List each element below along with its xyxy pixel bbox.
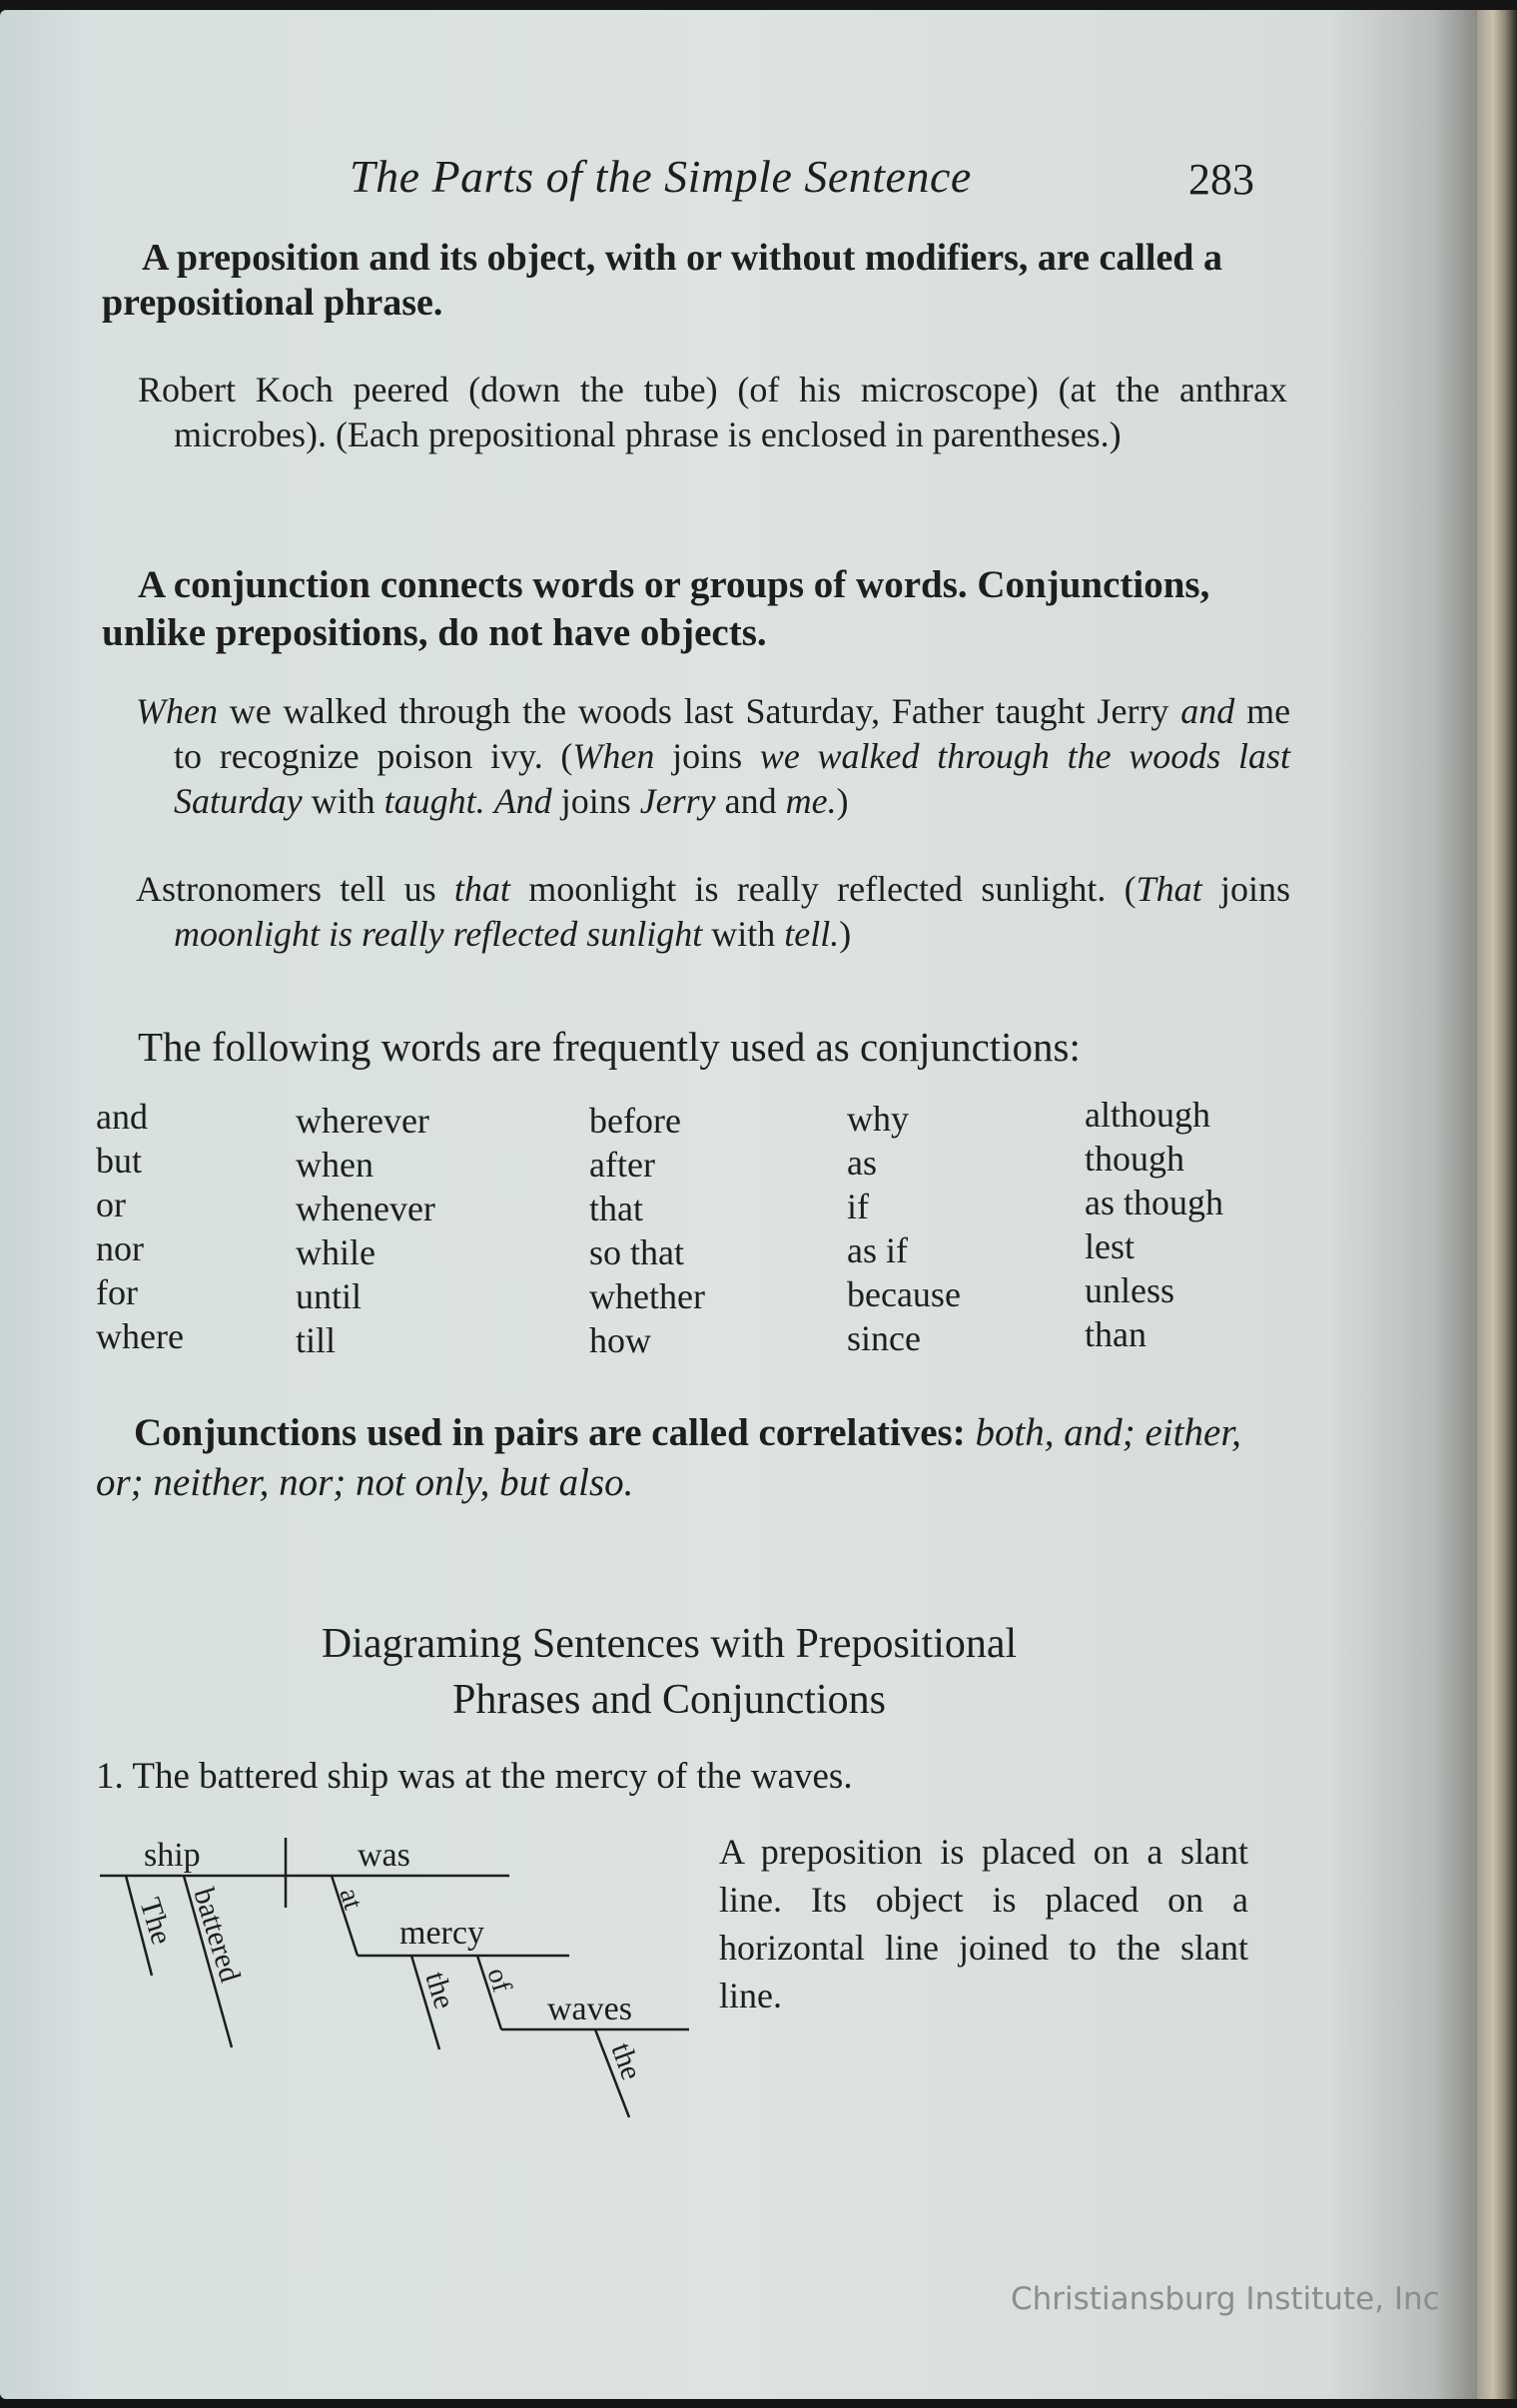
conjunction-word: how xyxy=(589,1320,651,1360)
diagram-modifier-the-3: the xyxy=(604,2038,648,2084)
conjunction-word: before xyxy=(589,1101,681,1141)
ex1-part: with xyxy=(311,781,376,821)
conjunction-word: than xyxy=(1085,1314,1146,1354)
diagram-note: A preposition is placed on a slant line. Its object is placed on a horizontal line joined to the slant line. xyxy=(719,1832,1248,2015)
diagram-prep-of: of xyxy=(480,1964,518,1997)
conjunction-word: as though xyxy=(1085,1183,1223,1222)
sentence-diagram xyxy=(90,1818,709,2137)
exercise-sentence xyxy=(96,1754,853,1799)
conjunction-word: or xyxy=(96,1185,126,1224)
ex2-part: joins xyxy=(1219,869,1290,909)
conjunction-word: if xyxy=(847,1187,869,1226)
conjunction-word: unless xyxy=(1085,1270,1174,1310)
ex1-part: joins xyxy=(672,736,743,776)
correlatives-lead: Conjunctions used in pairs are called correlatives: xyxy=(134,1411,966,1454)
ex2-part: that xyxy=(453,869,510,909)
ex1-part: taught. xyxy=(383,781,485,821)
conjunction-example-1 xyxy=(136,689,1290,824)
ex1-part: joins xyxy=(560,781,631,821)
diagram-object-waves: waves xyxy=(547,1991,632,2027)
ex2-part: with xyxy=(711,914,776,954)
diagram-modifier-the-2: the xyxy=(418,1968,461,2013)
ex1-part: And xyxy=(493,781,552,821)
conjunction-word: while xyxy=(296,1232,376,1272)
conjunction-word: whenever xyxy=(296,1189,435,1228)
conjunction-word: for xyxy=(96,1272,138,1312)
exercise-number: 1. xyxy=(96,1756,124,1797)
conjunction-word: so that xyxy=(589,1232,684,1272)
ex1-part: and xyxy=(724,781,777,821)
ex1-part: me. xyxy=(785,781,837,821)
conjunction-word: because xyxy=(847,1274,961,1314)
conjunction-word: although xyxy=(1085,1095,1210,1135)
section-title-line-1: Diagraming Sentences with Prepositional xyxy=(321,1621,1018,1667)
ex1-part: When xyxy=(136,691,218,731)
conjunction-word: that xyxy=(589,1189,643,1228)
conjunction-word: and xyxy=(96,1097,148,1137)
ex2-part: Astronomers tell us xyxy=(136,869,436,909)
ex1-part: we walked through the woods last Saturday, Father taught Jerry xyxy=(229,691,1169,731)
ex1-part: me to recognize poison ivy. ( xyxy=(174,691,1291,776)
ex1-part: ) xyxy=(836,781,849,821)
correlative-pair: either, or; xyxy=(96,1411,1241,1504)
conjunction-word: why xyxy=(847,1099,909,1139)
correlatives-paragraph xyxy=(96,1408,1254,1508)
diagram-subject: ship xyxy=(144,1837,201,1874)
diagram-verb: was xyxy=(358,1837,410,1874)
conjunction-word: until xyxy=(296,1276,363,1316)
conjunction-example-2 xyxy=(136,867,1290,957)
conjunction-word: as xyxy=(847,1143,877,1183)
ex2-part: That xyxy=(1136,869,1202,909)
conjunction-word: since xyxy=(847,1318,921,1358)
ex1-part: When xyxy=(572,736,655,776)
conjunction-rule-text: A conjunction connects words or groups of words. Conjunctions, unlike prepositions, do not have objects. xyxy=(102,563,1210,654)
diagram-modifier-the: The xyxy=(133,1894,179,1949)
ex1-part: and xyxy=(1180,691,1235,731)
conjunction-word: nor xyxy=(96,1228,144,1268)
conjunction-word: though xyxy=(1085,1139,1185,1179)
conjunction-word: lest xyxy=(1085,1226,1135,1266)
page-edge xyxy=(1477,10,1517,2399)
conjunction-list-intro: The following words are frequently used as conjunctions: xyxy=(138,1024,1081,1070)
ex1-part: Jerry xyxy=(639,781,716,821)
correlative-pair: neither, nor; xyxy=(153,1461,347,1504)
ex2-part: moonlight is really reflected sunlight. ( xyxy=(528,869,1137,909)
conjunction-word: wherever xyxy=(296,1101,429,1141)
conjunction-rule xyxy=(102,561,1250,657)
conjunction-word: when xyxy=(296,1145,374,1185)
ex2-part: tell. xyxy=(784,914,840,954)
ex2-part: ) xyxy=(839,914,852,954)
conjunction-word: whether xyxy=(589,1276,705,1316)
correlative-pair: both, and; xyxy=(975,1411,1136,1454)
ex2-part: moonlight is really reflected sunlight xyxy=(174,914,703,954)
conjunction-word: as if xyxy=(847,1230,908,1270)
section-title-line-2: Phrases and Conjunctions xyxy=(452,1677,886,1723)
diagram-modifier-battered: battered xyxy=(187,1884,248,1987)
exercise-text: The battered ship was at the mercy of the waves. xyxy=(132,1756,853,1797)
preposition-rule: A preposition and its object, with or without modifiers, are called a prepositional phrase. xyxy=(102,237,1222,324)
conjunction-word: where xyxy=(96,1316,184,1356)
conjunction-word: but xyxy=(96,1141,143,1181)
page-number: 283 xyxy=(1188,155,1254,204)
watermark: Christiansburg Institute, Inc xyxy=(1011,2281,1440,2317)
preposition-example: Robert Koch peered (down the tube) (of his microscope) (at the anthrax microbes). (Each prepositional phrase is enclosed in parentheses.) xyxy=(138,370,1287,454)
correlative-pair: not only, but also. xyxy=(355,1461,634,1504)
running-header-title: The Parts of the Simple Sentence xyxy=(350,151,972,202)
ex1-part: we walked through the woods last Saturday xyxy=(174,736,1291,821)
conjunction-word: till xyxy=(296,1320,337,1360)
conjunction-word: after xyxy=(589,1145,655,1185)
diagram-prep-at: at xyxy=(333,1884,370,1914)
diagram-object-mercy: mercy xyxy=(399,1915,484,1952)
